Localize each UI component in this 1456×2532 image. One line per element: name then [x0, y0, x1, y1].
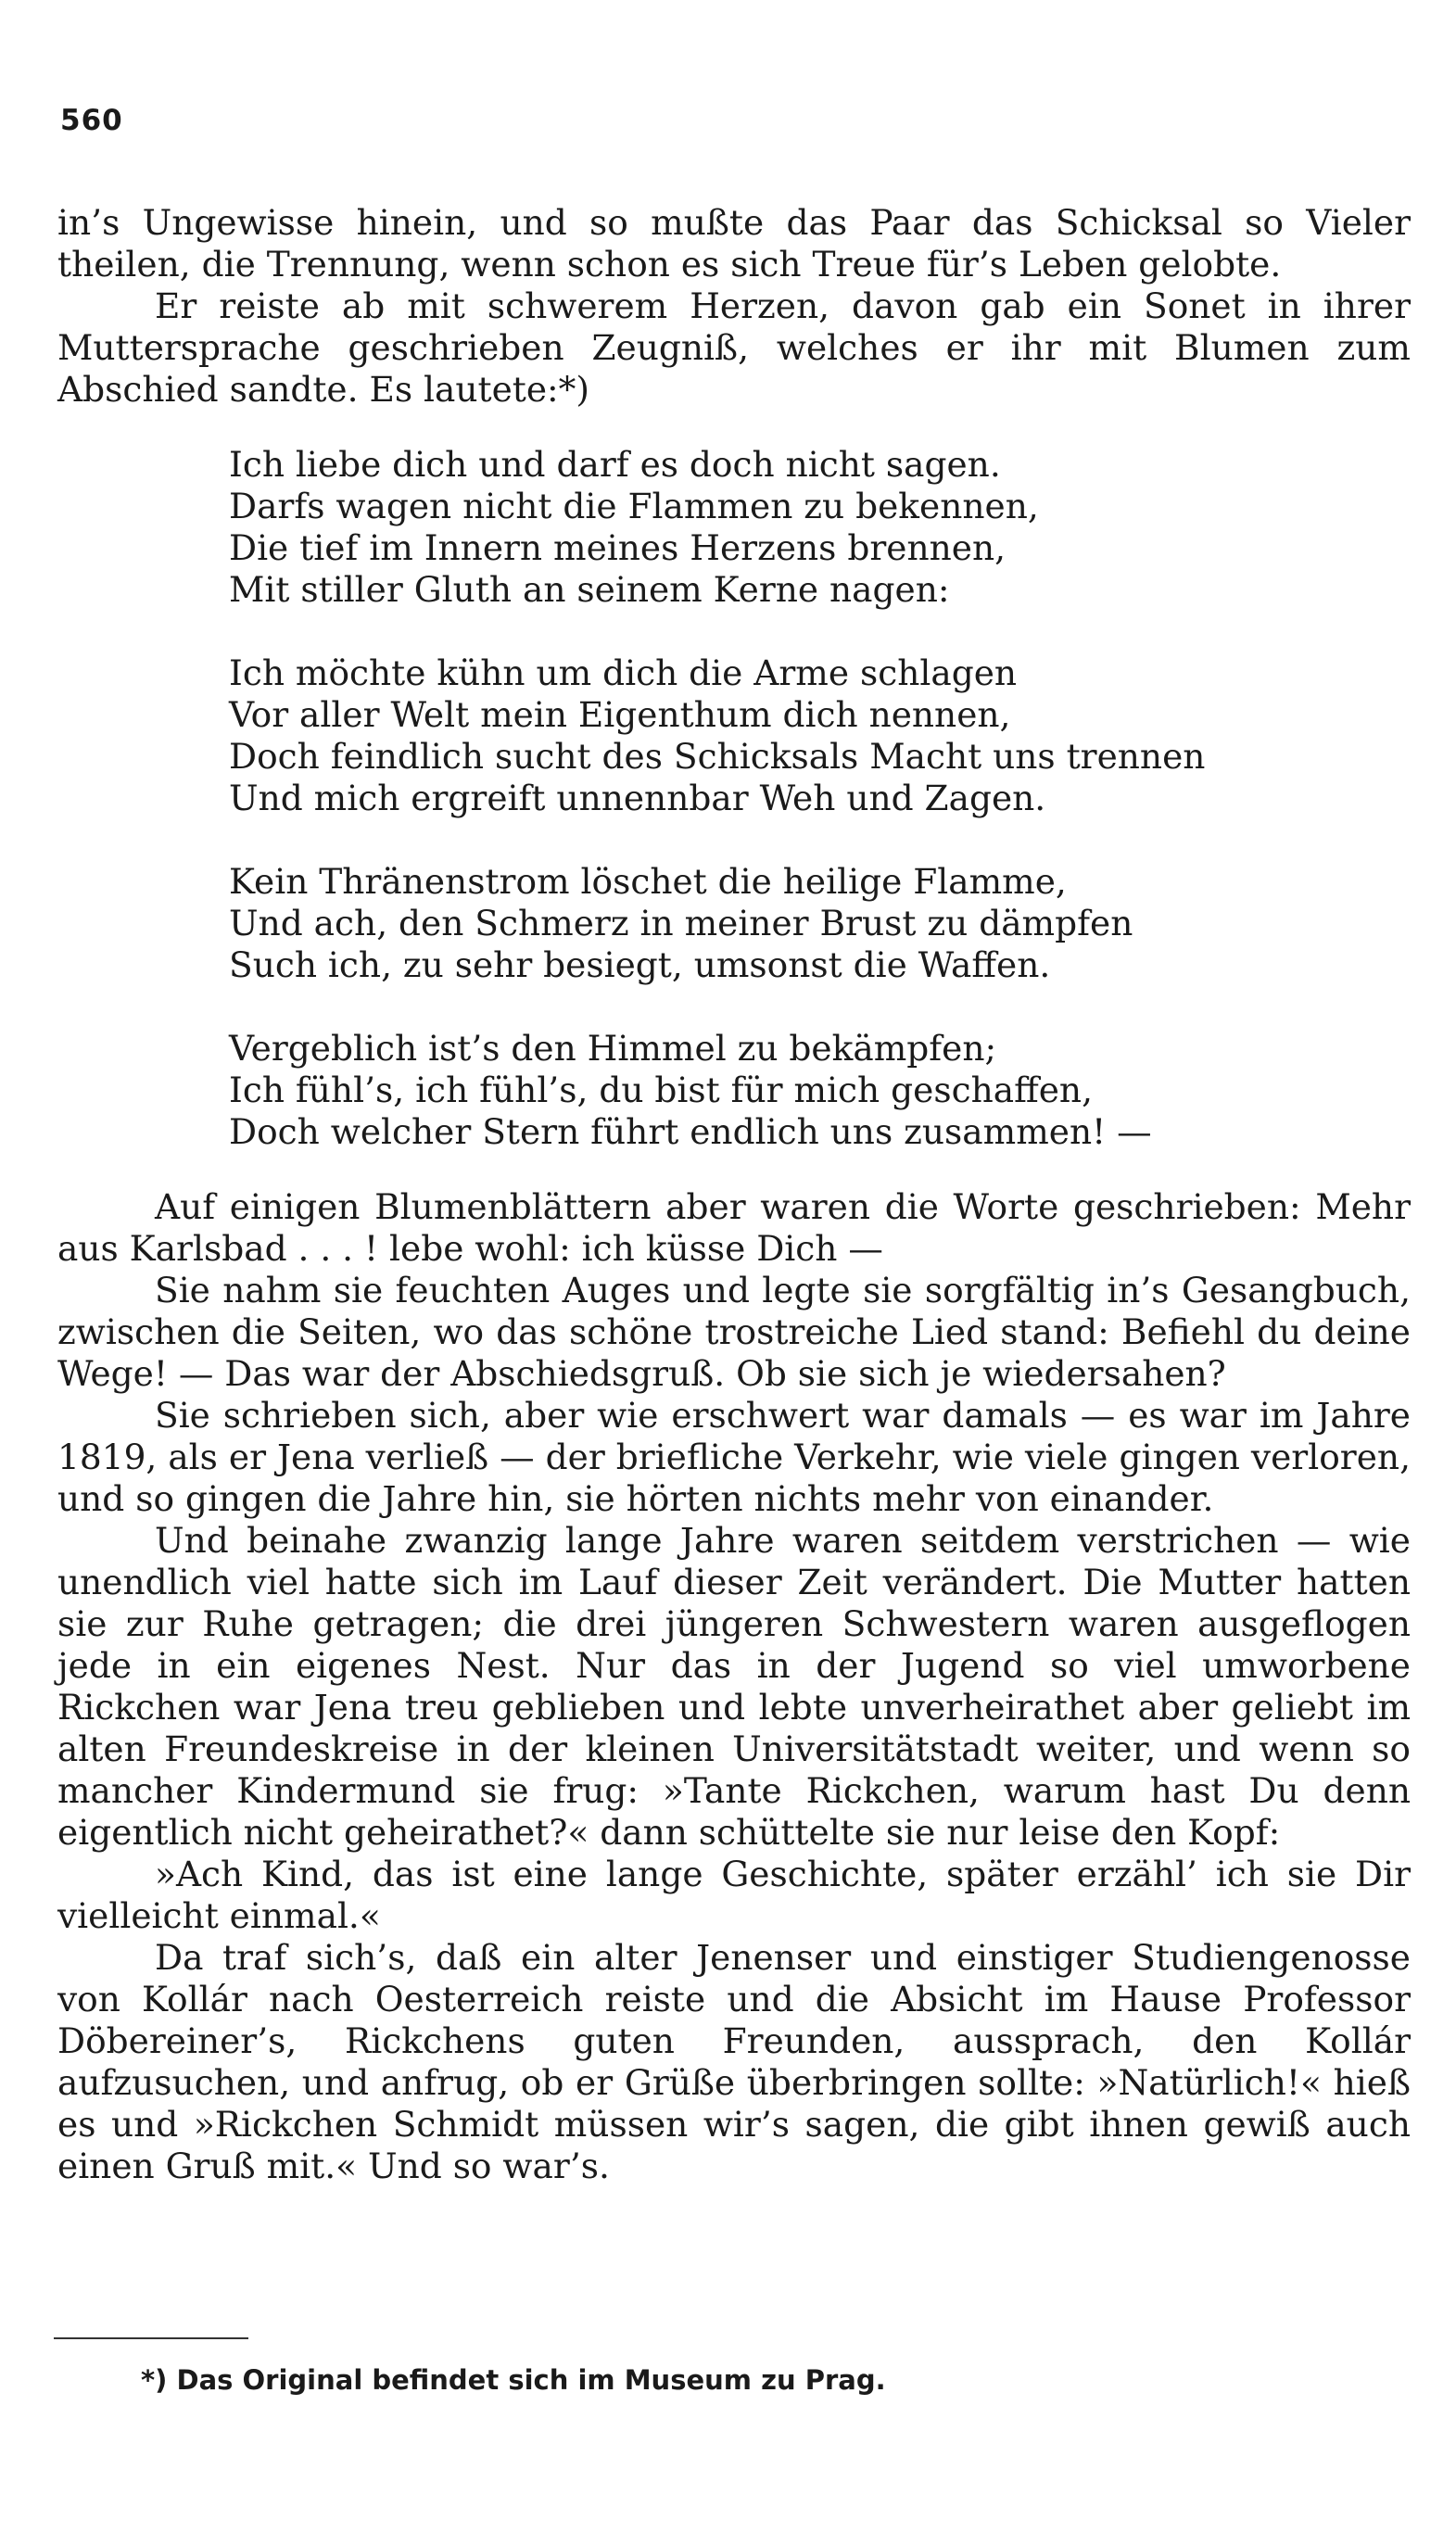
stanza-1 — [229, 444, 1411, 611]
verse-line: Such ich, zu sehr besiegt, umsonst die Waffen. — [229, 944, 1051, 985]
paragraph: »Ach Kind, das ist eine lange Geschichte, später erzähl’ ich sie Dir vielleicht einmal.« — [57, 1854, 1411, 1936]
footnote: *) Das Original befindet sich im Museum zu Prag. — [141, 2364, 886, 2396]
verse-line: Vor aller Welt mein Eigenthum dich nennen, — [229, 694, 1011, 735]
verse-line: Und ach, den Schmerz in meiner Brust zu dämpfen — [229, 903, 1133, 943]
stanza-2 — [229, 652, 1411, 819]
verse-line: Und mich ergreift unnennbar Weh und Zagen. — [229, 778, 1046, 818]
page-number: 560 — [60, 104, 123, 137]
verse-line: Doch feindlich sucht des Schicksals Macht uns trennen — [229, 736, 1206, 777]
paragraph: Auf einigen Blumenblättern aber waren die Worte geschrieben: Mehr aus Karlsbad . . . ! lebe wohl: ich küsse Dich — — [57, 1186, 1411, 1269]
verse-line: Die tief im Innern meines Herzens brennen, — [229, 527, 1007, 568]
paragraph: Da traf sich’s, daß ein alter Jenenser und einstiger Studiengenosse von Kollár nach Oesterreich reiste und die Absicht im Hause Professor Döbereiner’s, Rickchens guten Freunden, aussprach, den Kollár aufzusuchen, und anfrug, ob er Grüße überbringen sollte: »Natürlich!« hieß es und »Rickchen Schmidt müssen wir’s sagen, die gibt ihnen gewiß auch einen Gruß mit.« Und so war’s. — [57, 1937, 1411, 2186]
verse-line: Vergeblich ist’s den Himmel zu bekämpfen; — [229, 1028, 997, 1069]
stanza-3 — [229, 861, 1411, 986]
sonnet — [229, 444, 1411, 1153]
paragraph: Sie schrieben sich, aber wie erschwert war damals — es war im Jahre 1819, als er Jena verließ — der briefliche Verkehr, wie viele gingen verloren, und so gingen die Jahre hin, sie hörten nichts mehr von einander. — [57, 1395, 1411, 1519]
footnote-divider — [54, 2337, 248, 2339]
body-text — [57, 202, 1411, 2187]
paragraph: Er reiste ab mit schwerem Herzen, davon gab ein Sonet in ihrer Muttersprache geschrieben Zeugniß, welches er ihr mit Blumen zum Abschied sandte. Es lautete:*) — [57, 285, 1411, 410]
paragraph: Sie nahm sie feuchten Auges und legte sie sorgfältig in’s Gesangbuch, zwischen die Seiten, wo das schöne trostreiche Lied stand: Befiehl du deine Wege! — Das war der Abschiedsgruß. Ob sie sich je wiedersahen? — [57, 1270, 1411, 1394]
paragraph: Und beinahe zwanzig lange Jahre waren seitdem verstrichen — wie unendlich viel hatte sich im Lauf dieser Zeit verändert. Die Mutter hatten sie zur Ruhe getragen; die drei jüngeren Schwestern waren ausgeflogen jede in ein eigenes Nest. Nur das in der Jugend so viel umworbene Rickchen war Jena treu geblieben und lebte unverheirathet aber geliebt im alten Freundeskreise in der kleinen Universitätstadt weiter, und wenn so mancher Kindermund sie frug: »Tante Rickchen, warum hast Du denn eigentlich nicht geheirathet?« dann schüttelte sie nur leise den Kopf: — [57, 1520, 1411, 1853]
verse-line: Ich möchte kühn um dich die Arme schlagen — [229, 652, 1018, 693]
verse-line: Darfs wagen nicht die Flammen zu bekennen, — [229, 486, 1039, 526]
verse-line: Kein Thränenstrom löschet die heilige Flamme, — [229, 861, 1067, 902]
verse-line: Doch welcher Stern führt endlich uns zusammen! — — [229, 1111, 1152, 1152]
stanza-4 — [229, 1028, 1411, 1153]
verse-line: Mit stiller Gluth an seinem Kerne nagen: — [229, 569, 950, 610]
paragraph: in’s Ungewisse hinein, und so mußte das Paar das Schicksal so Vieler theilen, die Trennung, wenn schon es sich Treue für’s Leben gelobte. — [57, 202, 1411, 285]
verse-line: Ich liebe dich und darf es doch nicht sagen. — [229, 444, 1001, 485]
verse-line: Ich fühl’s, ich fühl’s, du bist für mich geschaffen, — [229, 1070, 1093, 1110]
